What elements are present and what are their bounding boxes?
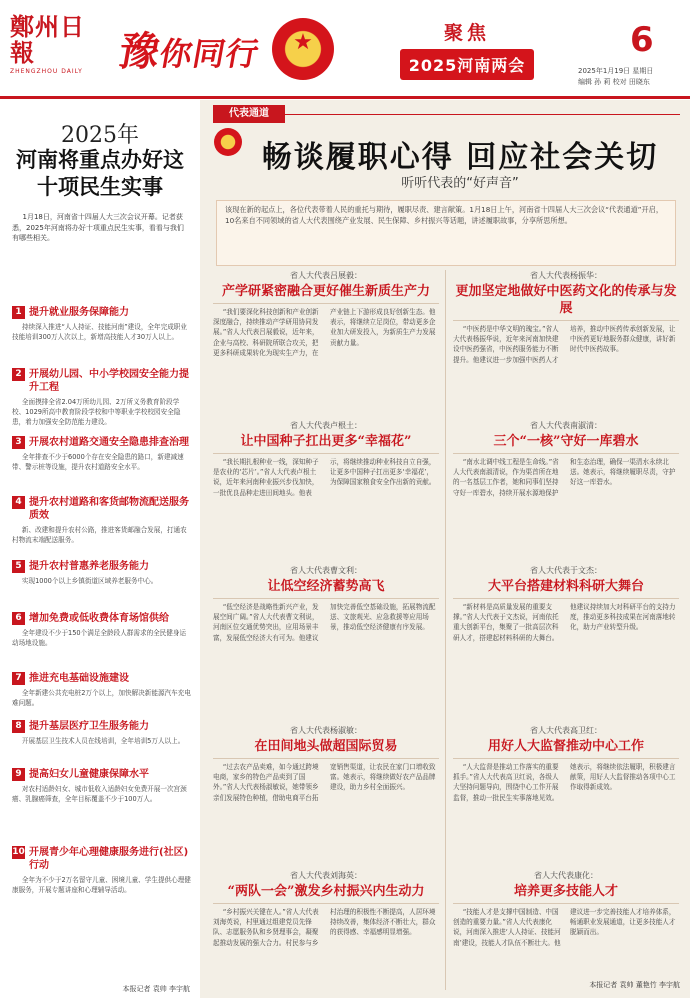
article	[213, 725, 439, 803]
sidebar-year: 2025年	[61, 123, 139, 148]
section-rule	[285, 114, 680, 115]
item-body: 实现1000个以上乡镇街道区域养老服务中心。	[21, 577, 158, 585]
sidebar-list-item	[12, 496, 192, 545]
item-number: 7	[12, 672, 25, 685]
articles-area	[213, 270, 680, 990]
sidebar-list-item	[12, 612, 192, 648]
issue-date: 2025年1月19日 星期日	[578, 67, 654, 75]
article-body: “低空经济是战略性新兴产业，发展空间广阔。”省人大代表曹文利说，河南区位交通优势突出，应用场景丰富，发展低空经济大有可为。他建议加快完善低空基础设施，拓展物流配送、文旅观光、应急救援等应用场景，推动低空经济健康有序发展。	[213, 603, 436, 642]
article	[453, 565, 679, 643]
item-number: 6	[12, 612, 25, 625]
article-body: “新材料是高质量发展的重要支撑。”省人大代表于文杰说，河南依托重大创新平台，集聚了一批高层次科研人才，搭建起材料科研的大舞台。他建议持续加大对科研平台的支持力度，推动更多科技成果在河南落地转化，助力产业转型升级。	[453, 603, 676, 642]
item-body: 全年为不少于2万名留守儿童、困境儿童、学生提供心理健康服务，开展专题讲座和心理辅导活动。	[12, 876, 191, 894]
column-divider	[445, 270, 446, 990]
item-heading: 提升就业服务保障能力	[29, 307, 129, 318]
article-byline: 省人大代表曹文利：	[290, 566, 362, 575]
sidebar-list-item	[12, 846, 192, 895]
item-heading-row	[12, 720, 192, 733]
article-byline: 省人大代表杨淑敏：	[290, 726, 362, 735]
slogan	[115, 20, 265, 77]
article	[213, 870, 439, 948]
article	[213, 270, 439, 358]
lede-text: 该现在新的起点上，各位代表带着人民的重托与期待，履职尽责、建言献策。1月18日上午，河南省十四届人大三次会议“代表通道”开启，10名来自不同领域的省人大代表围绕产业发展、民生保障、乡村振兴等话题，讲述履职故事，分享所思所想。	[225, 205, 664, 225]
item-body: 全年新建公共充电桩2万个以上，加快解决新能源汽车充电难问题。	[12, 689, 191, 707]
item-heading: 提升农村普惠养老服务能力	[29, 561, 149, 572]
article	[453, 870, 679, 948]
sidebar-list-item	[12, 368, 192, 427]
item-heading: 开展幼儿园、中小学校园安全能力提升工程	[29, 369, 189, 393]
item-heading-row	[12, 672, 192, 685]
article-body: “我们要深化科技创新和产业创新深度融合，持续推动产学研用协同发展。”省人大代表吕展毅说，近年来，企业与高校、科研院所联合攻关，把更多科研成果转化为现实生产力，在产业链上下游形成良好创新生态。他表示，将继续立足岗位，带动更多企业加大研发投入，为新质生产力发展贡献力量。	[213, 308, 436, 357]
article	[213, 420, 439, 498]
item-heading-row	[12, 368, 192, 394]
article-byline: 省人大代表卢根土：	[290, 421, 362, 430]
item-heading: 推进充电基础设施建设	[29, 673, 129, 684]
item-body: 新、改建和提升农村公路，推进客货邮融合发展，打通农村物流末端配送服务。	[12, 526, 187, 544]
item-number: 2	[12, 368, 25, 381]
masthead-rule	[0, 96, 690, 99]
article-headline: 更加坚定地做好中医药文化的传承与发展	[453, 283, 679, 321]
item-number: 4	[12, 496, 25, 509]
item-heading: 提升基层医疗卫生服务能力	[29, 721, 149, 732]
sidebar-article	[0, 100, 200, 998]
masthead	[0, 0, 690, 100]
section-tag: 代表通道	[213, 105, 285, 123]
article	[453, 420, 679, 498]
item-number: 10	[12, 847, 25, 857]
article-headline: 培养更多技能人才	[453, 883, 679, 904]
article-byline: 省人大代表南淑清：	[530, 421, 602, 430]
slogan-b: 你同行	[156, 35, 263, 73]
article	[453, 725, 679, 803]
sidebar-list-item	[12, 720, 192, 746]
item-body: 全年排查不少于6000个存在安全隐患的路口，新建减速带、警示桩等设施，提升农村道路安全水平。	[12, 453, 184, 471]
item-body: 开展基层卫生技术人员在线培训，全年培训5万人以上。	[21, 737, 185, 745]
article-headline: “两队一会”激发乡村振兴内生动力	[213, 883, 439, 904]
item-number: 3	[12, 436, 25, 449]
item-body: 全年建设不少于150个满足全龄段人群需求的全民健身运动场地设施。	[12, 629, 187, 647]
article-byline: 省人大代表康化：	[534, 871, 598, 880]
item-heading: 提升农村道路和客货邮物流配送服务质效	[29, 497, 189, 521]
article-byline: 省人大代表高卫红：	[530, 726, 602, 735]
article-body: “我长期扎根种业一线，深知种子是农业的‘芯片’。”省人大代表卢根土说，近年来河南种业振兴步伐加快，一批优良品种走进田间地头。他表示，将继续推动种业科技自立自强，让更多中国种子扛出更多‘幸福花’，为保障国家粮食安全作出新的贡献。	[213, 458, 436, 497]
feature-lede	[216, 200, 676, 266]
article-body: “过去农产品卖难，如今通过跨境电商，家乡的特色产品卖到了国外。”省人大代表杨淑敏说，她带领乡亲们发展特色种植，借助电商平台拓宽销售渠道，让农民在家门口增收致富。她表示，将继续做好农产品品牌建设，助力乡村全面振兴。	[213, 763, 436, 802]
article-headline: 三个“一核”守好一库碧水	[453, 433, 679, 454]
item-number: 8	[12, 720, 25, 733]
article-byline: 省人大代表吕展毅：	[290, 271, 362, 280]
article-body: “技能人才是支撑中国制造、中国创造的重要力量。”省人大代表康化说，河南深入推进‘人人持证、技能河南’建设，技能人才队伍不断壮大。他建议进一步完善技能人才培养体系，畅通职业发展通道，让更多技能人才脱颖而出。	[453, 908, 676, 947]
article-body: “乡村振兴关键在人。”省人大代表刘海英说，村里通过组建党员先锋队、志愿服务队和乡贤理事会，凝聚起推动发展的强大合力。村民参与乡村治理的积极性不断提高，人居环境持续改善，集体经济不断壮大，群众的获得感、幸福感明显增强。	[213, 908, 436, 947]
sidebar-list-item	[12, 768, 192, 804]
sidebar-title: 河南将重点办好这十项民生实事	[16, 147, 184, 199]
item-number: 9	[12, 768, 25, 781]
article-headline: 大平台搭建材料科研大舞台	[453, 578, 679, 599]
feature-headline: 畅谈履职心得 回应社会关切	[261, 140, 659, 175]
article-body: “南水北调中线工程是生命线。”省人大代表南淑清说，作为渠首所在地的一名基层工作者，她和同事们坚持守好一库碧水，持续开展水源地保护和生态治理，确保一渠清水永续北送。她表示，将继续履职尽责，守护好这一库碧水。	[453, 458, 676, 497]
item-heading: 开展青少年心理健康服务进行(社区)行动	[29, 847, 189, 871]
article-byline: 省人大代表杨振华：	[530, 271, 602, 280]
article-headline: 用好人大监督推动中心工作	[453, 738, 679, 759]
item-body: 对农村适龄妇女、城市低收入适龄妇女免费开展一次宫颈癌、乳腺癌筛查，全年目标覆盖不少于100万人。	[12, 785, 187, 803]
emblem-icon	[214, 128, 242, 156]
slogan-a: 豫	[115, 28, 165, 75]
logo-english: ZHENGZHOU DAILY	[10, 68, 83, 75]
article-body: “人大监督是推动工作落实的重要抓手。”省人大代表高卫红说，各级人大坚持问题导向，围绕中心工作开展监督，推动一批民生实事落地见效。她表示，将继续依法履职，积极建言献策，用好人大监督推动各项中心工作取得新成效。	[453, 763, 676, 802]
sidebar-intro: 1月18日，河南省十四届人大三次会议开幕。记者获悉，2025年河南将办好十项重点民生实事，看看与我们有哪些相关。	[12, 213, 184, 243]
sidebar-credit: 本报记者 袁帅 李宇航	[122, 985, 190, 993]
article	[213, 565, 439, 643]
article-byline: 省人大代表于文杰：	[530, 566, 602, 575]
item-number: 5	[12, 560, 25, 573]
focus-event: 2025河南两会	[400, 49, 534, 80]
sidebar-list-item	[12, 560, 192, 586]
newspaper-logo	[10, 12, 96, 75]
page-number: 6	[630, 20, 654, 60]
focus-label: 聚焦	[443, 22, 490, 44]
article-headline: 让中国种子扛出更多“幸福花”	[213, 433, 439, 454]
feature-subheadline: 听听代表的“好声音”	[401, 176, 519, 191]
item-heading-row	[12, 846, 192, 872]
issue-info	[578, 66, 688, 88]
item-heading-row	[12, 496, 192, 522]
item-number: 1	[12, 306, 25, 319]
logo-text: 鄭州日報	[10, 12, 85, 67]
sidebar-list-item	[12, 306, 192, 342]
item-heading: 开展农村道路交通安全隐患排查治理	[29, 437, 189, 448]
footer-credit: 本报记者 袁帅 董艳竹 李宇航	[589, 981, 680, 989]
article	[453, 270, 679, 365]
item-heading-row	[12, 612, 192, 625]
item-heading: 增加免费或低收费体育场馆供给	[29, 613, 169, 624]
focus-banner	[400, 18, 534, 80]
item-body: 全面摸排全省2.04万所幼儿园、2万所义务教育阶段学校、1029所高中教育阶段学校和中等职业学校校园安全隐患，着力加强安全防范能力建设。	[12, 398, 181, 426]
item-heading: 提高妇女儿童健康保障水平	[29, 769, 149, 780]
sidebar-list-item	[12, 672, 192, 708]
item-heading-row	[12, 768, 192, 781]
item-body: 持续深入推进“人人持证、技能河南”建设，全年完成职业技能培训300万人次以上，新增高技能人才30万人以上。	[12, 323, 187, 341]
article-headline: 产学研紧密融合更好催生新质生产力	[213, 283, 439, 304]
article-byline: 省人大代表刘海英：	[290, 871, 362, 880]
article-headline: 让低空经济蓄势高飞	[213, 578, 439, 599]
sidebar-list-item	[12, 436, 192, 472]
item-heading-row	[12, 436, 192, 449]
national-emblem-icon: ★	[272, 18, 334, 80]
article-body: “中医药是中华文明的瑰宝。”省人大代表杨振华说，近年来河南加快建设中医药强省，中医药服务能力不断提升。他建议进一步加强中医药人才培养，推动中医药传承创新发展，让中医药更好地服务群众健康，讲好新时代中医药故事。	[453, 325, 676, 364]
issue-editors: 编辑 孙 莉 校对 田晓东	[578, 78, 650, 86]
item-heading-row	[12, 306, 192, 319]
item-heading-row	[12, 560, 192, 573]
article-headline: 在田间地头做超国际贸易	[213, 738, 439, 759]
